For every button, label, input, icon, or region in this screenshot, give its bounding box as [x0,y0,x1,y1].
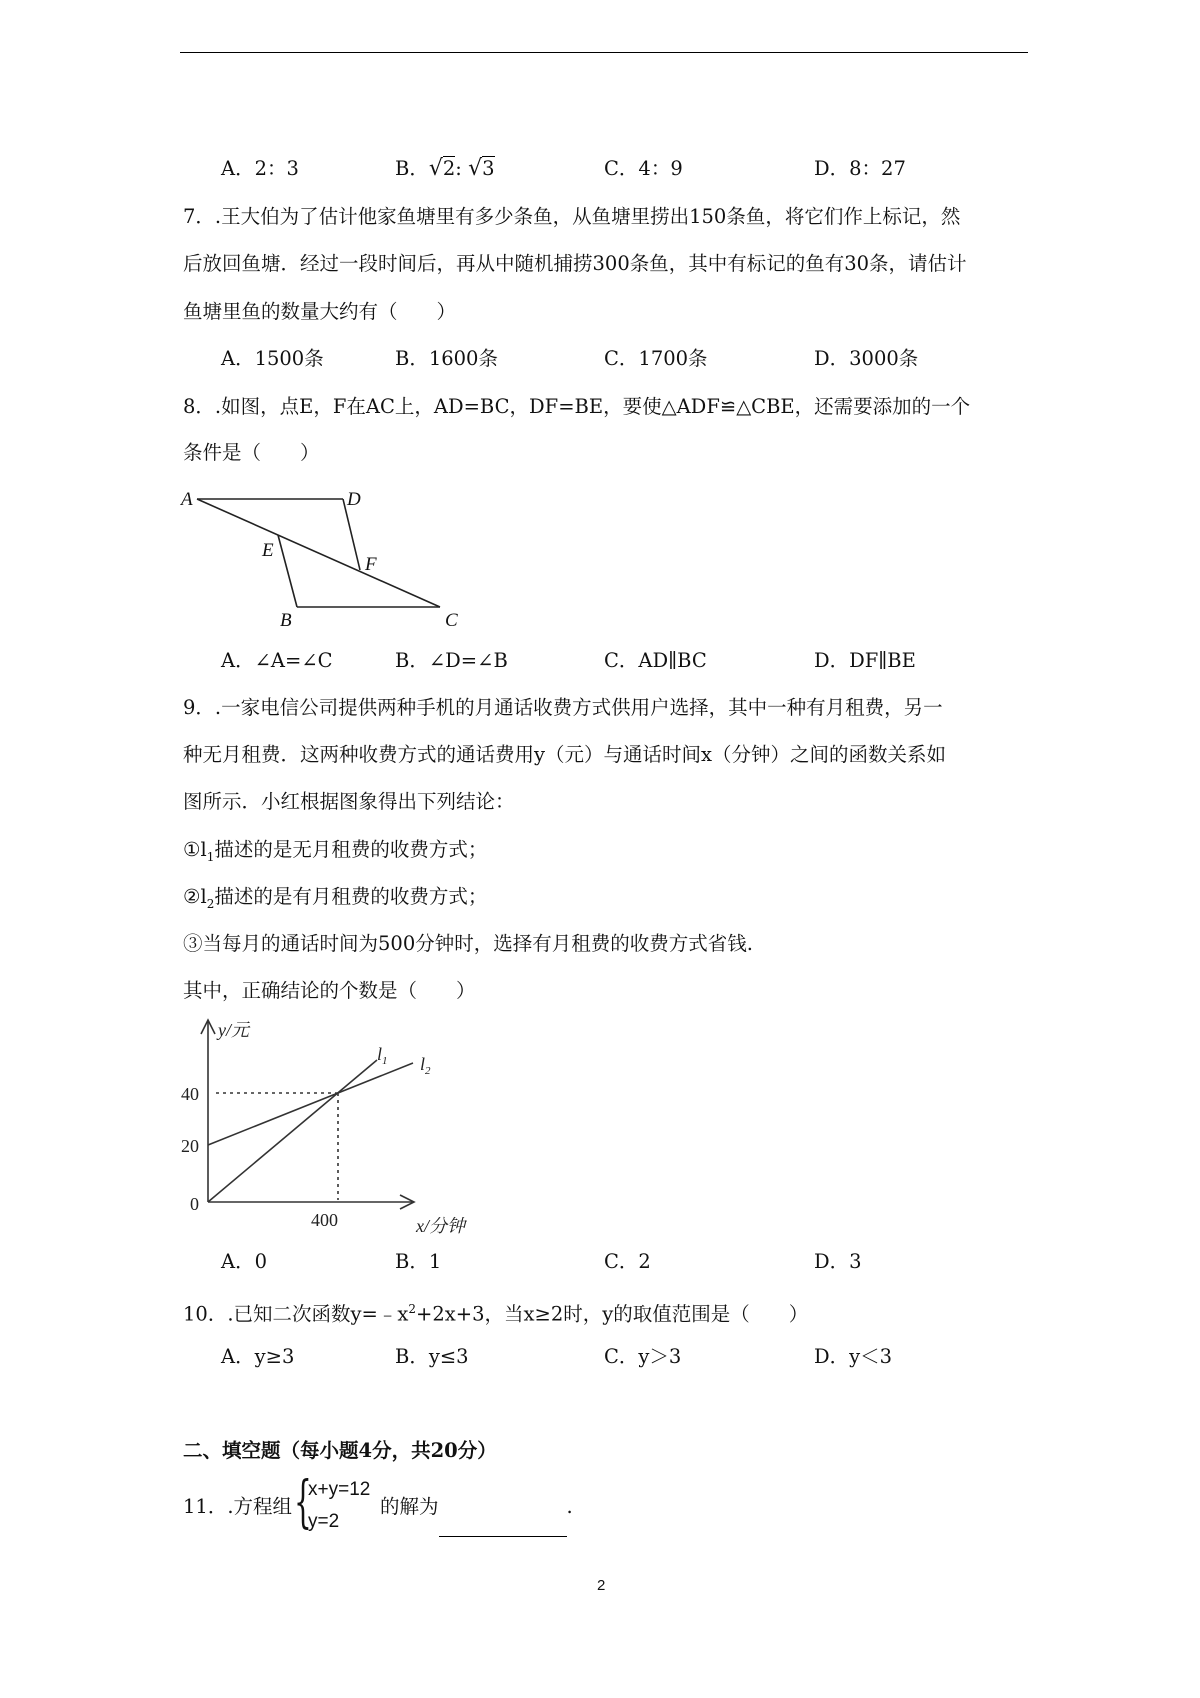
q9-statement-2 [183,885,487,916]
q8-option-b: B．∠D=∠B [395,649,508,672]
q8-option-d: D．DF∥BE [814,649,916,672]
q6-sqrt-a: 2 [442,157,456,180]
label-l1: $l_1$ [377,1044,388,1067]
x-tick-400: 400 [311,1210,338,1230]
label-l2: $l_2$ [420,1054,431,1077]
y-axis-label: y/元 [218,1020,249,1040]
label-b: B [280,610,292,631]
q9-option-b: B．1 [395,1250,442,1273]
q9-question: 其中，正确结论的个数是（ ） [183,979,476,1002]
q9-graph [0,1000,600,1250]
q8-figure [0,0,1200,700]
q6-sep: : [455,157,462,180]
q10-option-a: A．y≥3 [221,1345,295,1368]
q9-statement-1 [183,838,487,869]
q11-line [183,1469,573,1537]
equation-system: { x+y=12 y=2 [294,1469,371,1535]
q10-option-c: C．y＞3 [604,1345,682,1368]
q10-option-d: D．y＜3 [814,1345,893,1368]
q10-sup: 2 [408,1302,417,1316]
q9-s1-sub: 1 [206,849,215,864]
q7-line-3: 鱼塘里鱼的数量大约有（ ） [183,300,457,323]
line-l2 [208,1063,413,1145]
q7-option-d: D．3000条 [814,347,919,370]
q11-post: 的解为 [380,1495,439,1518]
line-l1 [208,1060,377,1202]
q9-option-c: C．2 [604,1250,651,1273]
y-tick-40: 40 [181,1084,199,1104]
q9-s2-pre: ②l [183,885,207,908]
q9-option-a: A．0 [221,1250,267,1273]
q7-option-b: B．1600条 [395,347,498,370]
q8-line-1: 8．.如图，点E，F在AC上，AD=BC，DF=BE，要使△ADF≌△CBE，还需要添加的一个 [183,395,971,418]
q9-line-2: 种无月租费．这两种收费方式的通话费用y（元）与通话时间x（分钟）之间的函数关系如 [183,743,947,766]
equation-1: x+y=12 [308,1478,371,1500]
q7-option-c: C．1700条 [604,347,708,370]
q10-line [183,1297,808,1327]
q10-pre: 10．.已知二次函数y=﹣x [183,1302,409,1326]
q7-line-2: 后放回鱼塘．经过一段时间后，再从中随机捕捞300条鱼，其中有标记的鱼有30条，请估计 [183,252,967,275]
q8-line-2: 条件是（ ） [183,441,320,464]
q8-option-c: C．AD∥BC [604,649,707,672]
q10-option-b: B．y≤3 [395,1345,469,1368]
x-axis-label: x/分钟 [416,1216,465,1236]
q8-option-a: A．∠A=∠C [221,649,333,672]
q7-line-1: 7．.王大伯为了估计他家鱼塘里有多少条鱼，从鱼塘里捞出150条鱼，将它们作上标记，然 [183,205,961,228]
q11-pre: 11．.方程组 [183,1495,293,1518]
q9-statement-3: ③当每月的通话时间为500分钟时，选择有月租费的收费方式省钱. [183,932,753,955]
label-f: F [365,554,377,575]
equation-2: y=2 [308,1510,340,1532]
q9-option-d: D．3 [814,1250,862,1273]
q9-s2-post: 描述的是有月租费的收费方式； [214,885,488,908]
answer-blank[interactable] [439,1516,567,1537]
section-2-title: 二、填空题（每小题4分，共20分） [183,1439,497,1462]
q6-option-d: D．8：27 [814,157,906,180]
segment-ac [197,499,440,607]
segment-eb [278,535,297,607]
q7-option-a: A．1500条 [221,347,324,370]
label-d: D [347,489,361,510]
q9-s1-post: 描述的是无月租费的收费方式； [214,838,488,861]
q10-post: +2x+3，当x≥2时，y的取值范围是（ ） [416,1302,809,1326]
y-tick-0: 0 [190,1194,199,1214]
q9-line-3: 图所示．小红根据图象得出下列结论： [183,790,515,813]
label-a: A [181,489,193,510]
q6-option-a: A．2：3 [221,157,299,180]
label-c: C [445,610,458,631]
q9-s2-sub: 2 [206,896,215,911]
q6-option-b: B．√2: √3 [395,156,495,181]
q6-option-c: C．4：9 [604,157,683,180]
page-number: 2 [597,1577,606,1594]
q6-option-b-label: B． [395,157,429,180]
q6-sqrt-b: 3 [482,157,495,180]
q9-line-1: 9．.一家电信公司提供两种手机的月通话收费方式供用户选择，其中一种有月租费，另一 [183,696,943,719]
q9-s1-pre: ①l [183,838,207,861]
y-tick-20: 20 [181,1136,199,1156]
q11-end: . [566,1495,573,1518]
label-e: E [262,540,274,561]
